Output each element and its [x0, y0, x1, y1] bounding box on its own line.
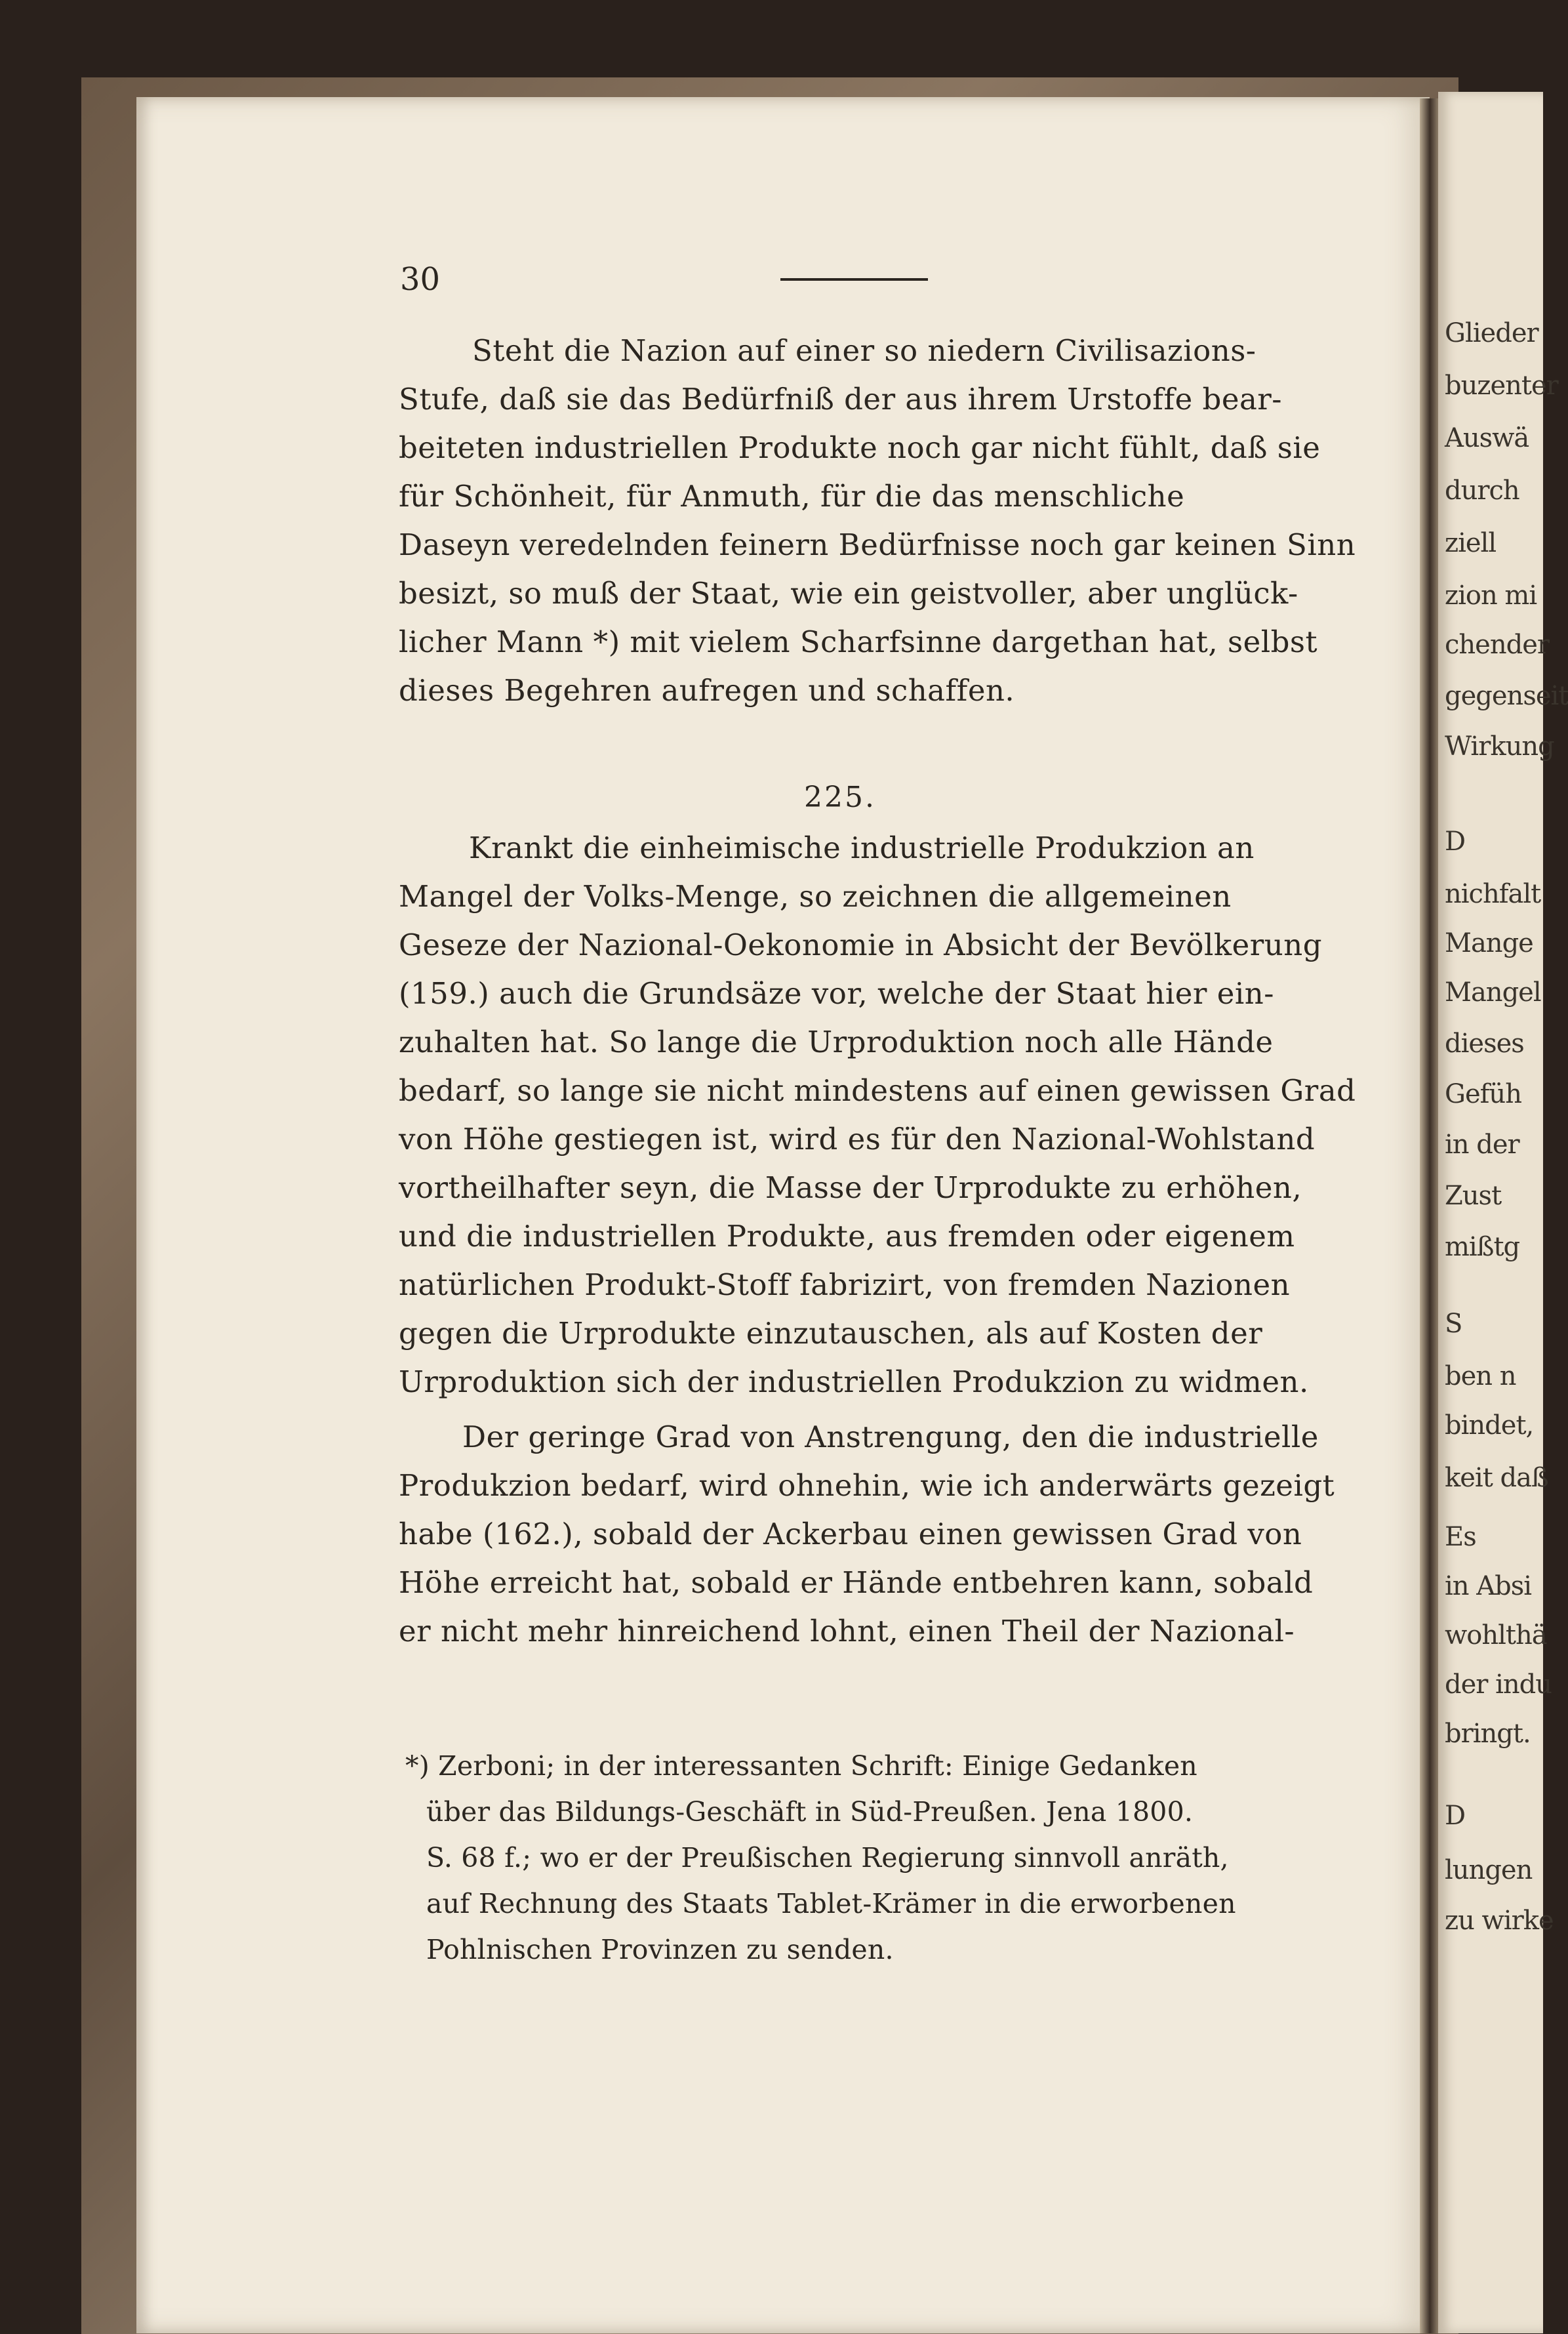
next-page-fragment: Mange — [1445, 928, 1533, 958]
next-page-fragment: wohlthä — [1445, 1620, 1547, 1650]
text-line: Höhe erreicht hat, sobald er Hände entbehren kann, sobald — [399, 1565, 1314, 1600]
next-page-fragment: ziell — [1445, 528, 1497, 558]
next-page-fragment: bringt. — [1445, 1719, 1531, 1749]
text-line: gegen die Urprodukte einzutauschen, als auf Kosten der — [399, 1316, 1263, 1351]
next-page-fragment: in der — [1445, 1130, 1519, 1160]
next-page-fragment: buzenter — [1445, 371, 1558, 401]
next-page-fragment: zu wirke — [1445, 1906, 1554, 1936]
next-page-edge — [1438, 92, 1568, 2333]
text-line: zuhalten hat. So lange die Urproduktion noch alle Hände — [399, 1025, 1274, 1059]
text-line: vortheilhafter seyn, die Masse der Urprodukte zu erhöhen, — [399, 1170, 1302, 1205]
text-line: dieses Begehren aufregen und schaffen. — [399, 673, 1015, 708]
book-gutter — [1420, 98, 1438, 2333]
footnote-line: Pohlnischen Provinzen zu senden. — [426, 1934, 894, 1965]
next-page-fragment: Auswä — [1445, 423, 1529, 453]
next-page-fragment: Mangel — [1445, 977, 1541, 1008]
footnote-line: *) Zerboni; in der interessanten Schrift: Einige Gedanken — [405, 1750, 1197, 1782]
next-page-fragment: D — [1445, 827, 1466, 857]
next-page-fragment: Glieder — [1445, 318, 1538, 348]
next-page-fragment: durch — [1445, 476, 1519, 506]
text-line: er nicht mehr hinreichend lohnt, einen Theil der Nazional- — [399, 1614, 1295, 1648]
next-page-fragment: in Absi — [1445, 1571, 1532, 1601]
next-page-fragment: dieses — [1445, 1029, 1524, 1059]
next-page-fragment: lungen — [1445, 1855, 1533, 1885]
next-page-fragment: S — [1445, 1309, 1462, 1339]
text-line: und die industriellen Produkte, aus fremden oder eigenem — [399, 1219, 1295, 1254]
next-page-fragment: Gefüh — [1445, 1079, 1521, 1109]
text-line: von Höhe gestiegen ist, wird es für den Nazional-Wohlstand — [399, 1122, 1316, 1157]
next-page-fragment: ben n — [1445, 1361, 1516, 1391]
next-page-fragment: zion mi — [1445, 581, 1537, 611]
text-line: habe (162.), sobald der Ackerbau einen gewissen Grad von — [399, 1517, 1302, 1551]
text-line: licher Mann *) mit vielem Scharfsinne dargethan hat, selbst — [399, 624, 1318, 659]
text-line: Produkzion bedarf, wird ohnehin, wie ich anderwärts gezeigt — [399, 1468, 1335, 1503]
next-page-fragment: bindet, — [1445, 1410, 1534, 1441]
text-line: Geseze der Nazional-Oekonomie in Absicht der Bevölkerung — [399, 928, 1323, 962]
text-line: besizt, so muß der Staat, wie ein geistvoller, aber unglück- — [399, 576, 1298, 611]
next-page-fragment: nichfalt — [1445, 879, 1541, 909]
next-page-fragment: Zust — [1445, 1181, 1502, 1211]
footnote-line: S. 68 f.; wo er der Preußischen Regierung sinnvoll anräth, — [426, 1842, 1229, 1873]
text-line: Stufe, daß sie das Bedürfniß der aus ihrem Urstoffe bear- — [399, 382, 1283, 417]
text-line: Mangel der Volks-Menge, so zeichnen die allgemeinen — [399, 879, 1232, 914]
next-page-fragment: mißtg — [1445, 1232, 1520, 1262]
next-page-fragment: der indu — [1445, 1669, 1552, 1700]
next-page-fragment: Es — [1445, 1522, 1476, 1552]
section-number: 225. — [804, 781, 876, 814]
next-page-fragment: D — [1445, 1801, 1466, 1831]
text-line: Daseyn veredelnden feinern Bedürfnisse noch gar keinen Sinn — [399, 527, 1356, 562]
header-rule — [780, 278, 928, 281]
footnote-line: auf Rechnung des Staats Tablet-Krämer in die erworbenen — [426, 1888, 1236, 1919]
text-line: Der geringe Grad von Anstrengung, den die industrielle — [462, 1420, 1319, 1454]
text-line: beiteten industriellen Produkte noch gar nicht fühlt, daß sie — [399, 430, 1321, 465]
text-line: Krankt die einheimische industrielle Produkzion an — [469, 830, 1255, 865]
text-line: bedarf, so lange sie nicht mindestens auf einen gewissen Grad — [399, 1073, 1356, 1108]
next-page-fragment: keit daß — [1445, 1463, 1548, 1493]
text-line: Urproduktion sich der industriellen Produkzion zu widmen. — [399, 1364, 1309, 1399]
next-page-fragment: chender — [1445, 630, 1549, 660]
text-line: (159.) auch die Grundsäze vor, welche der Staat hier ein- — [399, 976, 1274, 1011]
text-line: Steht die Nazion auf einer so niedern Civilisazions- — [472, 333, 1256, 368]
next-page-fragment: Wirkung — [1445, 731, 1554, 762]
text-line: natürlichen Produkt-Stoff fabrizirt, von fremden Nazionen — [399, 1267, 1291, 1302]
text-line: für Schönheit, für Anmuth, für die das menschliche — [399, 479, 1185, 514]
footnote-line: über das Bildungs-Geschäft in Süd-Preußen. Jena 1800. — [426, 1796, 1194, 1828]
page-number: 30 — [400, 261, 441, 298]
next-page-fragment: gegenseit — [1445, 681, 1568, 711]
